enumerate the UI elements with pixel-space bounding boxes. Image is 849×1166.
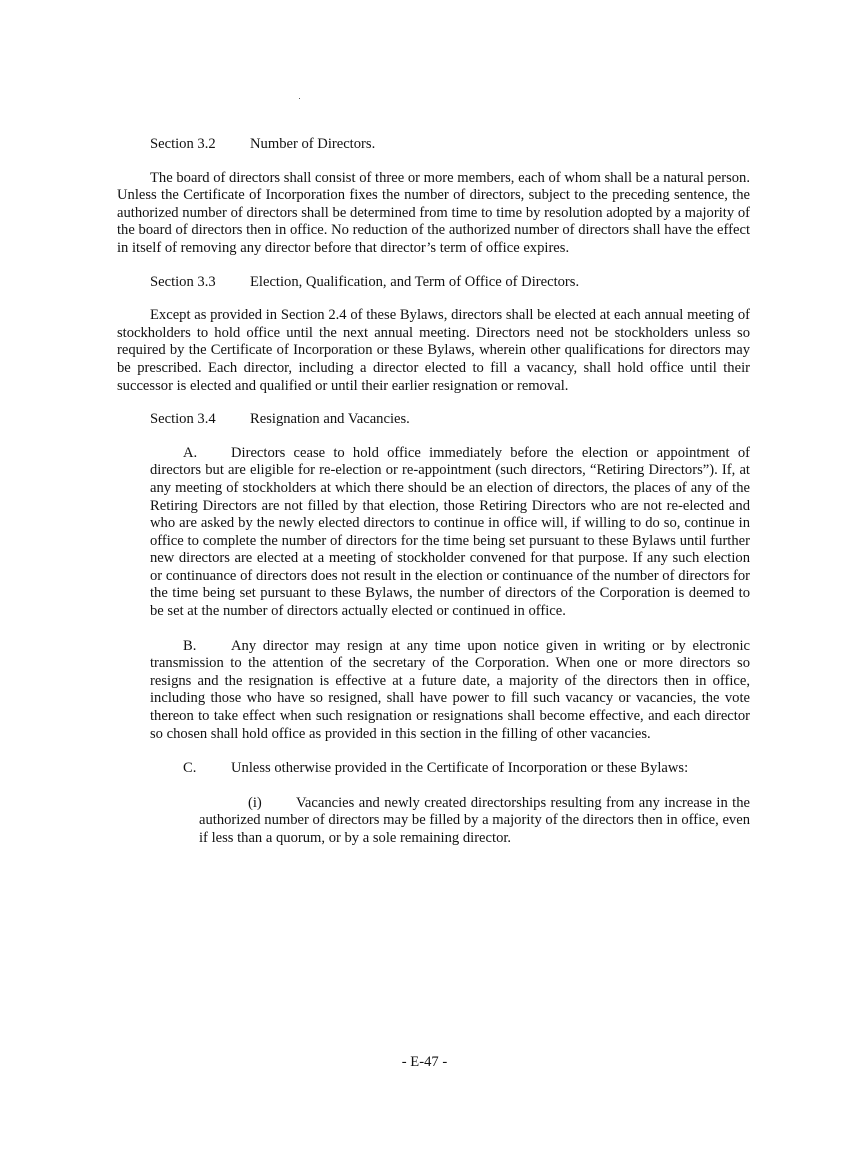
section-3-3-body: Except as provided in Section 2.4 of these Bylaws, directors shall be elected at each annual meeting of stockholders to hold office until the next annual meeting. Directors need not be stockholders unless so required by the Certificate of Incorporation or these Bylaws, wherein other qualifications for directors may be prescribed. Each director, including a director elected to fill a vacancy, shall hold office until their successor is elected and qualified or until their earlier resignation or removal. xyxy=(117,307,750,394)
section-3-2-heading xyxy=(150,136,750,154)
item-text: Directors cease to hold office immediately before the election or appointment of directors but are eligible for re-election or re-appointment (such directors, “Retiring Directors”). If, at any meeting of stockholders at which there should be an election of directors, the places of any of the Retiring Directors are not filled by that election, those Retiring Directors who are not re-elected and who are asked by the newly elected directors to continue in office will, if willing to do so, continue in office to complete the number of directors for the time being set pursuant to these Bylaws until further new directors are elected at a meeting of stockholder convened for that purpose. If any such election or continuance of directors does not result in the election or continuance of the number of directors for the time being set pursuant to these Bylaws, the number of directors of the Corporation is deemed to be set at the number of directors actually elected or continued in office. xyxy=(150,444,750,620)
paragraph-a xyxy=(150,445,750,621)
item-text: Any director may resign at any time upon notice given in writing or by electronic transmission to the attention of the secretary of the Corporation. When one or more directors so resigns and the resignation is effective at a future date, a majority of the directors then in office, including those who have so resigned, shall have power to fill such vacancy or vacancies, the vote thereon to take effect when such resignation or resignations shall become effective, and each director so chosen shall hold office as provided in this section in the filling of other vacancies. xyxy=(150,637,750,742)
item-label: B. xyxy=(183,637,197,654)
subparagraph-i xyxy=(199,795,750,848)
section-title: Number of Directors. xyxy=(250,136,376,152)
stray-mark xyxy=(299,98,300,99)
item-label: C. xyxy=(183,760,197,777)
section-number: Section 3.2 xyxy=(150,136,216,152)
section-3-2-body: The board of directors shall consist of three or more members, each of whom shall be a natural person. Unless the Certificate of Incorporation fixes the number of directors, subject to the preceding sentence, the authorized number of directors shall be determined from time to time by resolution adopted by a majority of the board of directors then in office. No reduction of the authorized number of directors shall have the effect in itself of removing any director before that director’s term of office expires. xyxy=(117,169,750,256)
section-number: Section 3.4 xyxy=(150,411,216,428)
item-text: Vacancies and newly created directorships resulting from any increase in the authorized number of directors may be filled by a majority of the directors then in office, even if less than a quorum, or by a sole remaining director. xyxy=(199,794,750,846)
section-3-4-heading xyxy=(150,411,750,429)
page-number: - E-47 - xyxy=(401,1054,448,1070)
paragraph-c xyxy=(117,760,750,778)
item-label: A. xyxy=(183,444,198,461)
document-page xyxy=(117,136,750,848)
section-3-3-heading xyxy=(150,274,750,292)
section-title: Election, Qualification, and Term of Office of Directors. xyxy=(250,273,580,290)
paragraph-b xyxy=(150,638,750,744)
item-text: Unless otherwise provided in the Certificate of Incorporation or these Bylaws: xyxy=(231,760,689,777)
item-label: (i) xyxy=(248,794,262,811)
section-title: Resignation and Vacancies. xyxy=(250,411,410,428)
section-number: Section 3.3 xyxy=(150,273,216,290)
